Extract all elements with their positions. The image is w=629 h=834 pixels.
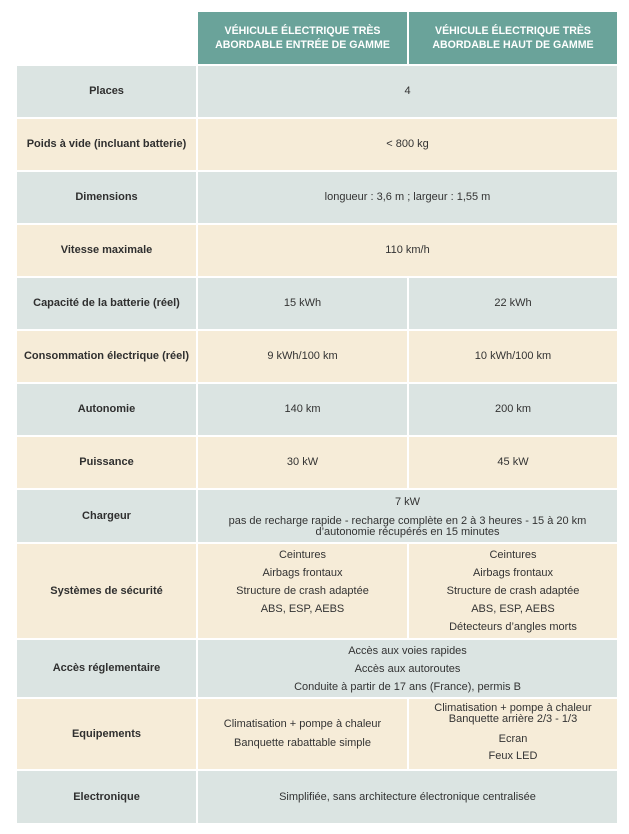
list-item: Feux LED — [488, 750, 538, 762]
table-row — [17, 490, 617, 542]
row-label: Puissance — [17, 437, 196, 488]
row-value-entry: 140 km — [198, 384, 407, 435]
table-row — [17, 225, 617, 276]
table-header — [17, 12, 617, 64]
list-item: ABS, ESP, AEBS — [260, 603, 345, 615]
table-row — [17, 278, 617, 329]
row-label: Chargeur — [17, 490, 196, 542]
comparison-table — [17, 12, 617, 825]
header-high-end: VÉHICULE ÉLECTRIQUE TRÈS ABORDABLE HAUT DE GAMME — [409, 12, 617, 64]
list-item: Airbags frontaux — [472, 567, 554, 579]
row-label: Places — [17, 66, 196, 117]
row-label: Accès réglementaire — [17, 640, 196, 697]
table-row — [17, 384, 617, 435]
list-item: Climatisation + pompe à chaleur — [434, 702, 592, 714]
row-label: Systèmes de sécurité — [17, 544, 196, 638]
table-row — [17, 771, 617, 823]
row-value: < 800 kg — [198, 119, 617, 170]
table-row — [17, 640, 617, 697]
row-value-high: 45 kW — [409, 437, 617, 488]
row-value: 110 km/h — [198, 225, 617, 276]
table-row — [17, 544, 617, 638]
row-label: Capacité de la batterie (réel) — [17, 278, 196, 329]
list-item: Structure de crash adaptée — [446, 585, 580, 597]
list-item: Structure de crash adaptée — [236, 585, 369, 597]
row-value-entry: 15 kWh — [198, 278, 407, 329]
row-label: Dimensions — [17, 172, 196, 223]
row-value: 4 — [198, 66, 617, 117]
row-label: Autonomie — [17, 384, 196, 435]
list-item: Airbags frontaux — [262, 567, 343, 579]
list-item: Conduite à partir de 17 ans (France), permis B — [294, 680, 521, 693]
row-value — [198, 490, 617, 542]
list-item: Détecteurs d’angles morts — [449, 621, 577, 633]
table-row — [17, 437, 617, 488]
header-spacer — [17, 12, 196, 64]
row-value-entry: 9 kWh/100 km — [198, 331, 407, 382]
list-item: Accès aux autoroutes — [354, 662, 461, 675]
row-value-entry — [198, 544, 407, 638]
list-item: Ceintures — [489, 549, 537, 561]
list-item: Climatisation + pompe à chaleur — [223, 718, 382, 730]
list-item: ABS, ESP, AEBS — [471, 603, 555, 615]
row-value-high: 10 kWh/100 km — [409, 331, 617, 382]
header-entry-level: VÉHICULE ÉLECTRIQUE TRÈS ABORDABLE ENTRÉE DE GAMME — [198, 12, 407, 64]
row-value — [198, 640, 617, 697]
row-value: longueur : 3,6 m ; largeur : 1,55 m — [198, 172, 617, 223]
row-value-high: 200 km — [409, 384, 617, 435]
row-value-high — [409, 544, 617, 638]
row-label: Equipements — [17, 699, 196, 769]
list-item: Banquette rabattable simple — [234, 737, 371, 749]
table-row — [17, 331, 617, 382]
row-label: Consommation électrique (réel) — [17, 331, 196, 382]
row-label: Electronique — [17, 771, 196, 823]
list-item: Ceintures — [278, 549, 327, 561]
table-row — [17, 66, 617, 117]
row-value-entry: 30 kW — [198, 437, 407, 488]
row-value: Simplifiée, sans architecture électronique centralisée — [198, 771, 617, 823]
list-item: Accès aux voies rapides — [348, 644, 467, 657]
row-value-high: 22 kWh — [409, 278, 617, 329]
table-row — [17, 699, 617, 769]
row-label: Poids à vide (incluant batterie) — [17, 119, 196, 170]
list-item: Ecran — [498, 733, 528, 745]
charger-power: 7 kW — [394, 495, 421, 508]
table-row — [17, 119, 617, 170]
table-row — [17, 172, 617, 223]
list-item: Banquette arrière 2/3 - 1/3 — [448, 713, 578, 725]
row-label: Vitesse maximale — [17, 225, 196, 276]
charger-detail: pas de recharge rapide - recharge complète en 2 à 3 heures - 15 à 20 km d’autonomie récupérés en 15 minutes — [228, 514, 587, 538]
row-value-entry — [198, 699, 407, 769]
row-value-high — [409, 699, 617, 769]
